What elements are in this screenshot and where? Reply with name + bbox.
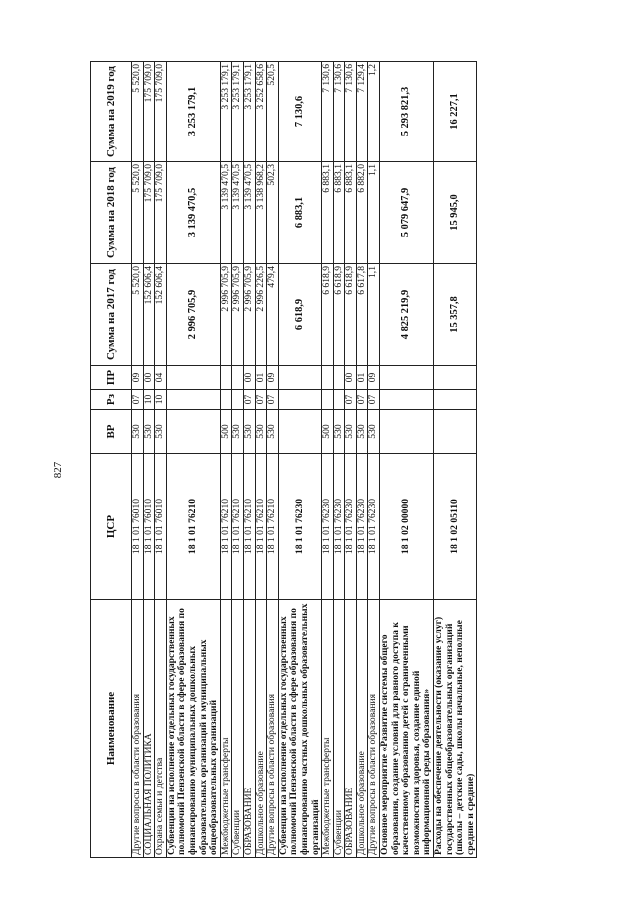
cell-vr: 530 bbox=[333, 410, 345, 454]
cell-2017: 6 618,9 bbox=[322, 264, 334, 366]
table-body bbox=[132, 62, 477, 858]
cell-vr: 530 bbox=[132, 410, 144, 454]
header-2019: Сумма на 2019 год bbox=[91, 62, 132, 162]
cell-2018: 6 883,1 bbox=[322, 162, 334, 264]
cell-vr bbox=[166, 410, 220, 454]
rotated-table-container bbox=[90, 62, 477, 858]
cell-2019: 3 253 179,1 bbox=[220, 62, 232, 162]
header-vr: ВР bbox=[91, 410, 132, 454]
table-row bbox=[243, 62, 255, 858]
cell-2019: 7 130,6 bbox=[322, 62, 334, 162]
table-row bbox=[220, 62, 232, 858]
cell-csr: 18 1 02 05110 bbox=[434, 454, 477, 600]
cell-csr: 18 1 01 76210 bbox=[220, 454, 232, 600]
cell-name: Расходы на обеспечение деятельности (оказание услуг) государственных общеобразовательных организаций (школы – детские сады, школы начальные, неполные средние и средние) bbox=[434, 600, 477, 858]
cell-rz: 07 bbox=[356, 390, 368, 410]
cell-2019: 5 293 821,3 bbox=[380, 62, 434, 162]
header-name: Наименование bbox=[91, 600, 132, 858]
cell-csr: 18 1 01 76230 bbox=[345, 454, 357, 600]
cell-2017: 2 996 705,9 bbox=[232, 264, 244, 366]
cell-2019: 3 253 179,1 bbox=[166, 62, 220, 162]
cell-rz: 07 bbox=[132, 390, 144, 410]
header-2018: Сумма на 2018 год bbox=[91, 162, 132, 264]
page-number: 827 bbox=[52, 461, 64, 479]
cell-pr bbox=[220, 366, 232, 390]
cell-pr: 01 bbox=[356, 366, 368, 390]
table-row bbox=[267, 62, 279, 858]
cell-vr bbox=[278, 410, 321, 454]
cell-vr: 530 bbox=[345, 410, 357, 454]
cell-2018: 3 139 470,5 bbox=[243, 162, 255, 264]
table-row bbox=[380, 62, 434, 858]
cell-rz: 07 bbox=[243, 390, 255, 410]
cell-pr: 09 bbox=[267, 366, 279, 390]
cell-2019: 16 227,1 bbox=[434, 62, 477, 162]
cell-name: Основное мероприятие «Развитие системы общего образования, создание условий для равного доступа к качественному образованию детей с ограниченными возможностями здоровья, создание единой информационной среды образования» bbox=[380, 600, 434, 858]
cell-name: ОБРАЗОВАНИЕ bbox=[345, 600, 357, 858]
cell-pr bbox=[232, 366, 244, 390]
table-row bbox=[143, 62, 155, 858]
cell-2018: 6 883,1 bbox=[278, 162, 321, 264]
cell-2018: 175 709,0 bbox=[155, 162, 167, 264]
cell-pr bbox=[322, 366, 334, 390]
cell-vr: 500 bbox=[220, 410, 232, 454]
cell-csr: 18 1 01 76210 bbox=[232, 454, 244, 600]
cell-name: Другие вопросы в области образования bbox=[132, 600, 144, 858]
cell-name: Другие вопросы в области образования bbox=[267, 600, 279, 858]
cell-name: СОЦИАЛЬНАЯ ПОЛИТИКА bbox=[143, 600, 155, 858]
header-2017: Сумма на 2017 год bbox=[91, 264, 132, 366]
budget-table bbox=[90, 61, 477, 858]
cell-csr: 18 1 01 76230 bbox=[356, 454, 368, 600]
cell-2017: 2 996 705,9 bbox=[220, 264, 232, 366]
cell-2018: 3 139 470,5 bbox=[232, 162, 244, 264]
table-row bbox=[132, 62, 144, 858]
cell-pr bbox=[278, 366, 321, 390]
cell-name: Дошкольное образование bbox=[255, 600, 267, 858]
cell-2018: 3 139 470,5 bbox=[166, 162, 220, 264]
cell-vr: 500 bbox=[322, 410, 334, 454]
cell-csr: 18 1 01 76210 bbox=[243, 454, 255, 600]
cell-csr: 18 1 01 76010 bbox=[155, 454, 167, 600]
cell-vr: 530 bbox=[368, 410, 380, 454]
cell-vr bbox=[380, 410, 434, 454]
cell-2017: 2 996 226,5 bbox=[255, 264, 267, 366]
cell-2019: 5 520,0 bbox=[132, 62, 144, 162]
cell-pr: 04 bbox=[155, 366, 167, 390]
table-row bbox=[278, 62, 321, 858]
table-row bbox=[434, 62, 477, 858]
cell-vr: 530 bbox=[155, 410, 167, 454]
cell-rz bbox=[220, 390, 232, 410]
cell-2017: 4 825 219,9 bbox=[380, 264, 434, 366]
cell-rz: 07 bbox=[255, 390, 267, 410]
cell-rz bbox=[278, 390, 321, 410]
cell-csr: 18 1 02 00000 bbox=[380, 454, 434, 600]
cell-rz: 07 bbox=[345, 390, 357, 410]
cell-2018: 5 520,0 bbox=[132, 162, 144, 264]
cell-rz: 10 bbox=[155, 390, 167, 410]
cell-2017: 479,4 bbox=[267, 264, 279, 366]
table-row bbox=[368, 62, 380, 858]
header-csr: ЦСР bbox=[91, 454, 132, 600]
cell-2017: 2 996 705,9 bbox=[243, 264, 255, 366]
cell-csr: 18 1 01 76010 bbox=[132, 454, 144, 600]
cell-csr: 18 1 01 76230 bbox=[322, 454, 334, 600]
cell-2018: 15 945,0 bbox=[434, 162, 477, 264]
cell-rz bbox=[333, 390, 345, 410]
cell-csr: 18 1 01 76230 bbox=[368, 454, 380, 600]
cell-2018: 502,3 bbox=[267, 162, 279, 264]
cell-vr: 530 bbox=[232, 410, 244, 454]
cell-csr: 18 1 01 76010 bbox=[143, 454, 155, 600]
table-header-row bbox=[91, 62, 132, 858]
cell-2018: 1,1 bbox=[368, 162, 380, 264]
table-row bbox=[322, 62, 334, 858]
cell-2019: 7 129,4 bbox=[356, 62, 368, 162]
cell-2019: 520,5 bbox=[267, 62, 279, 162]
cell-pr bbox=[333, 366, 345, 390]
cell-csr: 18 1 01 76210 bbox=[255, 454, 267, 600]
cell-name: Охрана семьи и детства bbox=[155, 600, 167, 858]
cell-pr: 00 bbox=[243, 366, 255, 390]
cell-pr bbox=[434, 366, 477, 390]
table-row bbox=[232, 62, 244, 858]
cell-rz bbox=[380, 390, 434, 410]
cell-name: Субвенции на исполнение отдельных государственных полномочий Пензенской области в сфере образования по финансированию частных дошкольных образовательных организаций bbox=[278, 600, 321, 858]
cell-2017: 5 520,0 bbox=[132, 264, 144, 366]
cell-pr: 01 bbox=[255, 366, 267, 390]
cell-2018: 5 079 647,9 bbox=[380, 162, 434, 264]
cell-2018: 6 883,1 bbox=[345, 162, 357, 264]
cell-csr: 18 1 01 76230 bbox=[333, 454, 345, 600]
cell-2019: 1,2 bbox=[368, 62, 380, 162]
cell-rz bbox=[166, 390, 220, 410]
cell-pr: 00 bbox=[345, 366, 357, 390]
table-row bbox=[155, 62, 167, 858]
cell-name: Субвенции bbox=[333, 600, 345, 858]
cell-2017: 6 618,9 bbox=[278, 264, 321, 366]
cell-2019: 175 709,0 bbox=[143, 62, 155, 162]
cell-2017: 1,1 bbox=[368, 264, 380, 366]
cell-rz: 07 bbox=[368, 390, 380, 410]
cell-2017: 6 618,9 bbox=[345, 264, 357, 366]
cell-2019: 3 253 179,1 bbox=[243, 62, 255, 162]
cell-2017: 6 617,8 bbox=[356, 264, 368, 366]
cell-vr: 530 bbox=[143, 410, 155, 454]
table-row bbox=[356, 62, 368, 858]
cell-vr: 530 bbox=[243, 410, 255, 454]
cell-2019: 175 709,0 bbox=[155, 62, 167, 162]
table-row bbox=[255, 62, 267, 858]
table-row bbox=[166, 62, 220, 858]
cell-2018: 6 882,0 bbox=[356, 162, 368, 264]
cell-csr: 18 1 01 76210 bbox=[166, 454, 220, 600]
cell-pr bbox=[166, 366, 220, 390]
cell-2018: 3 139 470,5 bbox=[220, 162, 232, 264]
cell-vr: 530 bbox=[255, 410, 267, 454]
cell-name: ОБРАЗОВАНИЕ bbox=[243, 600, 255, 858]
cell-vr: 530 bbox=[267, 410, 279, 454]
cell-rz: 10 bbox=[143, 390, 155, 410]
cell-rz bbox=[434, 390, 477, 410]
cell-name: Дошкольное образование bbox=[356, 600, 368, 858]
cell-2017: 152 606,4 bbox=[143, 264, 155, 366]
cell-csr: 18 1 01 76210 bbox=[267, 454, 279, 600]
cell-pr bbox=[380, 366, 434, 390]
table-row bbox=[345, 62, 357, 858]
cell-rz: 07 bbox=[267, 390, 279, 410]
cell-2018: 3 138 968,2 bbox=[255, 162, 267, 264]
cell-csr: 18 1 01 76230 bbox=[278, 454, 321, 600]
cell-pr: 09 bbox=[368, 366, 380, 390]
cell-2017: 2 996 705,9 bbox=[166, 264, 220, 366]
table-row bbox=[333, 62, 345, 858]
cell-2019: 7 130,6 bbox=[345, 62, 357, 162]
cell-2019: 3 252 658,6 bbox=[255, 62, 267, 162]
header-rz: Рз bbox=[91, 390, 132, 410]
cell-2018: 6 883,1 bbox=[333, 162, 345, 264]
cell-rz bbox=[322, 390, 334, 410]
cell-vr: 530 bbox=[356, 410, 368, 454]
cell-name: Межбюджетные трансферты bbox=[322, 600, 334, 858]
cell-name: Субвенции на исполнение отдельных государственных полномочий Пензенской области в сфере образования по финансированию муниципальных дошкольных образовательных организаций и муниципальных общеобразовательных организаций bbox=[166, 600, 220, 858]
header-pr: ПР bbox=[91, 366, 132, 390]
cell-pr: 00 bbox=[143, 366, 155, 390]
cell-name: Межбюджетные трансферты bbox=[220, 600, 232, 858]
cell-2017: 152 606,4 bbox=[155, 264, 167, 366]
cell-name: Субвенции bbox=[232, 600, 244, 858]
cell-pr: 09 bbox=[132, 366, 144, 390]
cell-rz bbox=[232, 390, 244, 410]
cell-2017: 6 618,9 bbox=[333, 264, 345, 366]
cell-2017: 15 357,8 bbox=[434, 264, 477, 366]
cell-name: Другие вопросы в области образования bbox=[368, 600, 380, 858]
cell-2018: 175 709,0 bbox=[143, 162, 155, 264]
cell-2019: 3 253 179,1 bbox=[232, 62, 244, 162]
cell-2019: 7 130,6 bbox=[333, 62, 345, 162]
cell-vr bbox=[434, 410, 477, 454]
cell-2019: 7 130,6 bbox=[278, 62, 321, 162]
